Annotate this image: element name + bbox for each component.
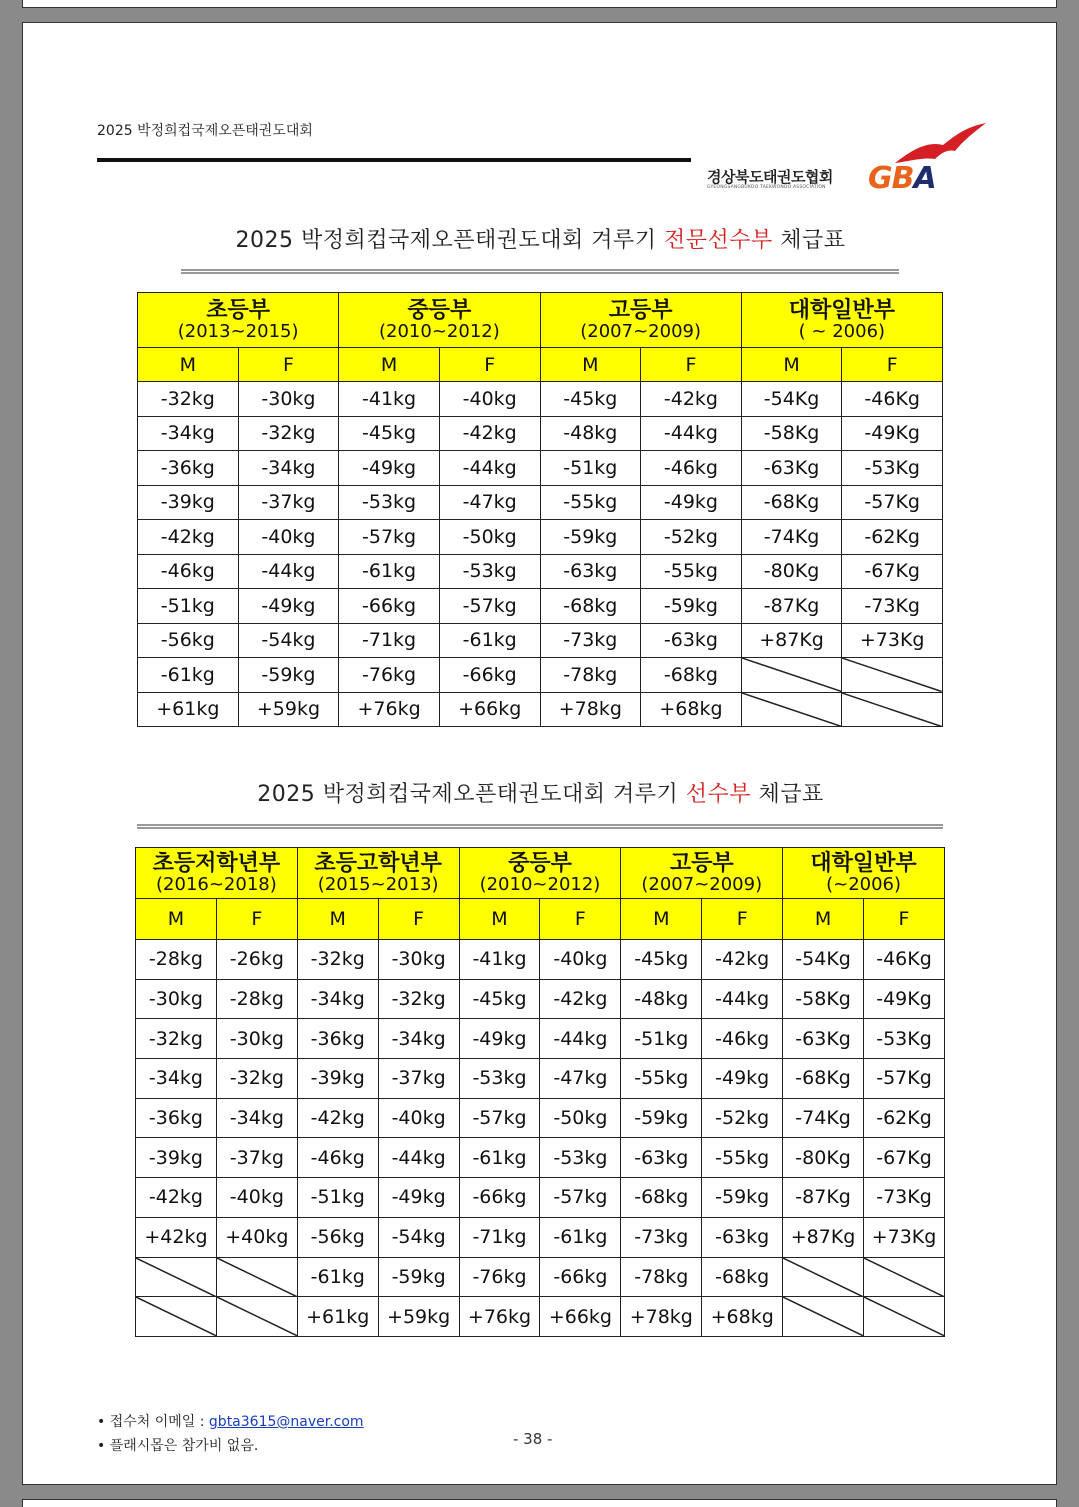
- weight-class-cell: -44kg: [378, 1138, 459, 1178]
- empty-cell: [864, 1297, 945, 1337]
- weight-class-cell: +78kg: [540, 692, 641, 727]
- section2-title: [23, 777, 1058, 808]
- weight-class-cell: -54kg: [238, 623, 339, 658]
- empty-cell: [216, 1257, 297, 1297]
- gender-header-cell: F: [216, 899, 297, 940]
- weight-class-cell: -76kg: [459, 1257, 540, 1297]
- table-row: [136, 1059, 945, 1099]
- weight-class-cell: -45kg: [339, 416, 440, 451]
- empty-cell: [842, 692, 943, 727]
- gender-header-cell: F: [540, 899, 621, 940]
- weight-class-cell: -53kg: [540, 1138, 621, 1178]
- weight-class-cell: -52kg: [702, 1098, 783, 1138]
- group-name: 대학일반부: [810, 850, 917, 876]
- weight-class-cell: -32kg: [216, 1059, 297, 1099]
- weight-class-cell: +40kg: [216, 1217, 297, 1257]
- weight-class-cell: -53kg: [459, 1059, 540, 1099]
- weight-class-cell: +76kg: [339, 692, 440, 727]
- weight-class-cell: -42kg: [439, 416, 540, 451]
- group-years: (2016~2018): [156, 873, 277, 895]
- weight-class-cell: -66kg: [459, 1178, 540, 1218]
- group-header-cell: [540, 293, 741, 348]
- empty-cell: [741, 658, 842, 693]
- weight-class-cell: -34kg: [136, 1059, 217, 1099]
- weight-class-cell: -63kg: [641, 623, 742, 658]
- weight-class-cell: +68kg: [641, 692, 742, 727]
- weight-class-cell: -46Kg: [842, 382, 943, 417]
- weight-class-cell: -80Kg: [783, 1138, 864, 1178]
- group-header-cell: [621, 848, 783, 899]
- weight-class-cell: -78kg: [540, 658, 641, 693]
- weight-class-cell: +87Kg: [741, 623, 842, 658]
- weight-class-cell: -42kg: [297, 1098, 378, 1138]
- table-row: [138, 520, 943, 555]
- weight-class-cell: -44kg: [238, 554, 339, 589]
- section2-weight-table: [135, 847, 945, 1337]
- footer-email-link[interactable]: gbta3615@naver.com: [208, 1414, 364, 1430]
- weight-class-cell: -71kg: [339, 623, 440, 658]
- weight-class-cell: -32kg: [378, 979, 459, 1019]
- footer-email-line: [97, 1411, 364, 1431]
- weight-class-cell: -71kg: [459, 1217, 540, 1257]
- weight-class-cell: -46kg: [641, 451, 742, 486]
- table-row: [138, 658, 943, 693]
- weight-class-cell: -46kg: [297, 1138, 378, 1178]
- section1-weight-table: [137, 292, 943, 727]
- group-name: 대학일반부: [788, 297, 895, 323]
- page-number: - 38 -: [513, 1430, 553, 1448]
- weight-class-cell: -39kg: [138, 485, 239, 520]
- weight-class-cell: -62Kg: [842, 520, 943, 555]
- weight-class-cell: -54Kg: [741, 382, 842, 417]
- weight-class-cell: +66kg: [439, 692, 540, 727]
- header-doc-title: 2025 박정희컵국제오픈태권도대회: [97, 123, 313, 139]
- gender-header-cell: F: [702, 899, 783, 940]
- weight-class-cell: -59kg: [641, 589, 742, 624]
- weight-class-cell: -63kg: [621, 1138, 702, 1178]
- gender-header-cell: F: [439, 348, 540, 382]
- weight-class-cell: -53Kg: [842, 451, 943, 486]
- weight-class-cell: -61kg: [297, 1257, 378, 1297]
- weight-class-cell: -57Kg: [864, 1059, 945, 1099]
- logo-gba-a: A: [913, 161, 936, 196]
- weight-class-cell: -61kg: [459, 1138, 540, 1178]
- weight-class-cell: +59kg: [238, 692, 339, 727]
- gender-header-cell: M: [459, 899, 540, 940]
- weight-class-cell: -40kg: [216, 1178, 297, 1218]
- group-name: 초등고학년부: [314, 850, 442, 876]
- weight-class-cell: -68kg: [621, 1178, 702, 1218]
- weight-class-cell: -44kg: [641, 416, 742, 451]
- group-name: 고등부: [669, 850, 734, 876]
- table-row: [136, 1138, 945, 1178]
- section1-title-highlight: 전문선수부: [663, 228, 773, 253]
- group-years: (2010~2012): [379, 320, 500, 342]
- weight-class-cell: -44kg: [439, 451, 540, 486]
- weight-class-cell: -49kg: [378, 1178, 459, 1218]
- gender-header-cell: F: [864, 899, 945, 940]
- weight-class-cell: -46kg: [138, 554, 239, 589]
- group-years: (2013~2015): [177, 320, 299, 342]
- weight-class-cell: -74Kg: [783, 1098, 864, 1138]
- weight-class-cell: +87Kg: [783, 1217, 864, 1257]
- weight-class-cell: -48kg: [540, 416, 641, 451]
- weight-class-cell: -80Kg: [741, 554, 842, 589]
- weight-class-cell: -36kg: [138, 451, 239, 486]
- weight-class-cell: -28kg: [216, 979, 297, 1019]
- weight-class-cell: -78kg: [621, 1257, 702, 1297]
- weight-class-cell: -51kg: [540, 451, 641, 486]
- weight-class-cell: -53kg: [439, 554, 540, 589]
- group-header-cell: [741, 293, 942, 348]
- weight-class-cell: -30kg: [216, 1019, 297, 1059]
- weight-class-cell: -58Kg: [741, 416, 842, 451]
- weight-class-cell: -73kg: [621, 1217, 702, 1257]
- weight-class-cell: -41kg: [459, 940, 540, 980]
- weight-class-cell: -34kg: [378, 1019, 459, 1059]
- gender-header-cell: M: [339, 348, 440, 382]
- weight-class-cell: -54kg: [378, 1217, 459, 1257]
- weight-class-cell: +42kg: [136, 1217, 217, 1257]
- document-page: [22, 22, 1057, 1485]
- empty-cell: [216, 1297, 297, 1337]
- weight-class-cell: -51kg: [297, 1178, 378, 1218]
- weight-class-cell: -68Kg: [741, 485, 842, 520]
- weight-class-cell: -68Kg: [783, 1059, 864, 1099]
- table-row: [138, 589, 943, 624]
- group-name: 고등부: [608, 297, 673, 323]
- weight-class-cell: -59kg: [378, 1257, 459, 1297]
- gender-header-cell: M: [540, 348, 641, 382]
- weight-class-cell: -54Kg: [783, 940, 864, 980]
- weight-class-cell: -49kg: [459, 1019, 540, 1059]
- weight-class-cell: -30kg: [378, 940, 459, 980]
- group-header-cell: [136, 848, 298, 899]
- weight-class-cell: -30kg: [136, 979, 217, 1019]
- weight-class-cell: -37kg: [238, 485, 339, 520]
- gender-header-cell: M: [138, 348, 239, 382]
- group-header-cell: [339, 293, 540, 348]
- weight-class-cell: -37kg: [378, 1059, 459, 1099]
- table-row: [136, 1098, 945, 1138]
- weight-class-cell: -66kg: [540, 1257, 621, 1297]
- weight-class-cell: -55kg: [621, 1059, 702, 1099]
- weight-class-cell: -39kg: [297, 1059, 378, 1099]
- gender-header-cell: F: [238, 348, 339, 382]
- table-row: [138, 485, 943, 520]
- gender-header-cell: M: [783, 899, 864, 940]
- weight-class-cell: -57kg: [540, 1178, 621, 1218]
- group-header-cell: [783, 848, 945, 899]
- group-header-cell: [297, 848, 459, 899]
- group-years: ( ~ 2006): [798, 320, 886, 342]
- group-years: (2015~2013): [317, 873, 439, 895]
- weight-class-cell: -49kg: [702, 1059, 783, 1099]
- weight-class-cell: -73Kg: [842, 589, 943, 624]
- section1-title-suffix: 체급표: [780, 228, 846, 253]
- table-row: [136, 940, 945, 980]
- weight-class-cell: -30kg: [238, 382, 339, 417]
- weight-class-cell: -57kg: [439, 589, 540, 624]
- weight-class-cell: -39kg: [136, 1138, 217, 1178]
- weight-class-cell: -36kg: [136, 1098, 217, 1138]
- table-row: [138, 416, 943, 451]
- weight-class-cell: -40kg: [439, 382, 540, 417]
- weight-class-cell: +73Kg: [842, 623, 943, 658]
- weight-class-cell: -61kg: [138, 658, 239, 693]
- table-row: [136, 1297, 945, 1337]
- weight-class-cell: +73Kg: [864, 1217, 945, 1257]
- weight-class-cell: -57Kg: [842, 485, 943, 520]
- weight-class-cell: -40kg: [238, 520, 339, 555]
- weight-class-cell: +61kg: [297, 1297, 378, 1337]
- weight-class-cell: -32kg: [238, 416, 339, 451]
- weight-class-cell: -51kg: [138, 589, 239, 624]
- table-row: [138, 382, 943, 417]
- weight-class-cell: -87Kg: [783, 1178, 864, 1218]
- gender-header-cell: F: [842, 348, 943, 382]
- gender-header-cell: F: [641, 348, 742, 382]
- table-row: [138, 451, 943, 486]
- weight-class-cell: -44kg: [702, 979, 783, 1019]
- footer-note: • 플래시몹은 참가비 없음.: [97, 1438, 259, 1454]
- weight-class-cell: -26kg: [216, 940, 297, 980]
- weight-class-cell: -56kg: [297, 1217, 378, 1257]
- weight-class-cell: -37kg: [216, 1138, 297, 1178]
- logo-gba: [868, 161, 936, 196]
- weight-class-cell: -76kg: [339, 658, 440, 693]
- weight-class-cell: -67Kg: [842, 554, 943, 589]
- gender-header-cell: M: [621, 899, 702, 940]
- weight-class-cell: -59kg: [540, 520, 641, 555]
- weight-class-cell: -32kg: [138, 382, 239, 417]
- weight-class-cell: -52kg: [641, 520, 742, 555]
- section2-gender-header-row: [136, 899, 945, 940]
- weight-class-cell: -63Kg: [741, 451, 842, 486]
- weight-class-cell: -49kg: [238, 589, 339, 624]
- weight-class-cell: +66kg: [540, 1297, 621, 1337]
- weight-class-cell: -42kg: [702, 940, 783, 980]
- weight-class-cell: -68kg: [641, 658, 742, 693]
- weight-class-cell: -46Kg: [864, 940, 945, 980]
- weight-class-cell: -57kg: [339, 520, 440, 555]
- gender-header-cell: F: [378, 899, 459, 940]
- empty-cell: [136, 1297, 217, 1337]
- table-row: [136, 1178, 945, 1218]
- group-years: (~2006): [826, 873, 902, 895]
- section2-group-header-row: [136, 848, 945, 899]
- weight-class-cell: -32kg: [136, 1019, 217, 1059]
- section2-title-highlight: 선수부: [685, 782, 751, 807]
- group-header-cell: [459, 848, 621, 899]
- weight-class-cell: -40kg: [540, 940, 621, 980]
- weight-class-cell: -46kg: [702, 1019, 783, 1059]
- header-rule: [97, 158, 691, 162]
- weight-class-cell: -63kg: [540, 554, 641, 589]
- weight-class-cell: -66kg: [339, 589, 440, 624]
- weight-class-cell: -55kg: [641, 554, 742, 589]
- weight-class-cell: -66kg: [439, 658, 540, 693]
- weight-class-cell: -34kg: [138, 416, 239, 451]
- weight-class-cell: -57kg: [459, 1098, 540, 1138]
- section1-title-rule: [181, 269, 899, 274]
- weight-class-cell: +76kg: [459, 1297, 540, 1337]
- section1-title: [23, 223, 1058, 254]
- weight-class-cell: -68kg: [702, 1257, 783, 1297]
- weight-class-cell: -61kg: [540, 1217, 621, 1257]
- weight-class-cell: -55kg: [702, 1138, 783, 1178]
- gender-header-cell: M: [136, 899, 217, 940]
- group-years: (2007~2009): [641, 873, 763, 895]
- group-name: 초등부: [206, 297, 270, 323]
- weight-class-cell: -49kg: [641, 485, 742, 520]
- weight-class-cell: -49Kg: [842, 416, 943, 451]
- weight-class-cell: +68kg: [702, 1297, 783, 1337]
- table-row: [136, 979, 945, 1019]
- weight-class-cell: -62Kg: [864, 1098, 945, 1138]
- table-row: [136, 1217, 945, 1257]
- footer-email-label: • 접수처 이메일 :: [97, 1414, 209, 1430]
- weight-class-cell: -42kg: [136, 1178, 217, 1218]
- weight-class-cell: -50kg: [439, 520, 540, 555]
- section2-title-suffix: 체급표: [758, 782, 824, 807]
- weight-class-cell: -53Kg: [864, 1019, 945, 1059]
- empty-cell: [136, 1257, 217, 1297]
- weight-class-cell: -61kg: [339, 554, 440, 589]
- weight-class-cell: -28kg: [136, 940, 217, 980]
- weight-class-cell: -56kg: [138, 623, 239, 658]
- weight-class-cell: -55kg: [540, 485, 641, 520]
- gender-header-cell: M: [297, 899, 378, 940]
- weight-class-cell: +78kg: [621, 1297, 702, 1337]
- weight-class-cell: -50kg: [540, 1098, 621, 1138]
- previous-page-edge: [22, 0, 1057, 8]
- logo-gba-gb: GB: [868, 161, 914, 196]
- logo-text-korean: 경상북도태권도협회: [707, 168, 833, 186]
- group-years: (2010~2012): [479, 873, 601, 895]
- weight-class-cell: -44kg: [540, 1019, 621, 1059]
- empty-cell: [864, 1257, 945, 1297]
- section1-gender-header-row: [138, 348, 943, 382]
- weight-class-cell: -36kg: [297, 1019, 378, 1059]
- group-header-cell: [138, 293, 339, 348]
- weight-class-cell: -42kg: [138, 520, 239, 555]
- weight-class-cell: -34kg: [297, 979, 378, 1019]
- weight-class-cell: -58Kg: [783, 979, 864, 1019]
- gender-header-cell: M: [741, 348, 842, 382]
- weight-class-cell: +59kg: [378, 1297, 459, 1337]
- weight-class-cell: -74Kg: [741, 520, 842, 555]
- empty-cell: [741, 692, 842, 727]
- weight-class-cell: -45kg: [621, 940, 702, 980]
- weight-class-cell: -63kg: [702, 1217, 783, 1257]
- next-page-edge: [22, 1499, 1057, 1507]
- table-row: [138, 554, 943, 589]
- empty-cell: [783, 1257, 864, 1297]
- weight-class-cell: -34kg: [238, 451, 339, 486]
- weight-class-cell: -59kg: [621, 1098, 702, 1138]
- weight-class-cell: -53kg: [339, 485, 440, 520]
- weight-class-cell: -67Kg: [864, 1138, 945, 1178]
- weight-class-cell: -61kg: [439, 623, 540, 658]
- weight-class-cell: -63Kg: [783, 1019, 864, 1059]
- logo-text-english: GYEONGSANGBUKDO TAEKWONDO ASSOCIATION: [707, 185, 826, 190]
- weight-class-cell: -40kg: [378, 1098, 459, 1138]
- table-row: [138, 623, 943, 658]
- table-row: [136, 1257, 945, 1297]
- weight-class-cell: -32kg: [297, 940, 378, 980]
- table-row: [136, 1019, 945, 1059]
- weight-class-cell: -47kg: [439, 485, 540, 520]
- weight-class-cell: -68kg: [540, 589, 641, 624]
- weight-class-cell: -45kg: [459, 979, 540, 1019]
- group-years: (2007~2009): [580, 320, 701, 342]
- weight-class-cell: -48kg: [621, 979, 702, 1019]
- weight-class-cell: -73Kg: [864, 1178, 945, 1218]
- weight-class-cell: -73kg: [540, 623, 641, 658]
- weight-class-cell: -49kg: [339, 451, 440, 486]
- weight-class-cell: -51kg: [621, 1019, 702, 1059]
- weight-class-cell: -34kg: [216, 1098, 297, 1138]
- weight-class-cell: -49Kg: [864, 979, 945, 1019]
- weight-class-cell: -42kg: [540, 979, 621, 1019]
- weight-class-cell: -45kg: [540, 382, 641, 417]
- weight-class-cell: -87Kg: [741, 589, 842, 624]
- weight-class-cell: -59kg: [238, 658, 339, 693]
- empty-cell: [842, 658, 943, 693]
- weight-class-cell: -42kg: [641, 382, 742, 417]
- section1-group-header-row: [138, 293, 943, 348]
- weight-class-cell: -41kg: [339, 382, 440, 417]
- section2-title-prefix: 2025 박정희컵국제오픈태권도대회 겨루기: [257, 782, 679, 807]
- section2-title-rule: [137, 824, 943, 829]
- group-name: 초등저학년부: [152, 850, 281, 876]
- group-name: 중등부: [508, 850, 572, 876]
- section1-title-prefix: 2025 박정희컵국제오픈태권도대회 겨루기: [235, 228, 657, 253]
- empty-cell: [783, 1297, 864, 1337]
- weight-class-cell: -59kg: [702, 1178, 783, 1218]
- table-row: [138, 692, 943, 727]
- weight-class-cell: +61kg: [138, 692, 239, 727]
- group-name: 중등부: [407, 297, 472, 323]
- weight-class-cell: -47kg: [540, 1059, 621, 1099]
